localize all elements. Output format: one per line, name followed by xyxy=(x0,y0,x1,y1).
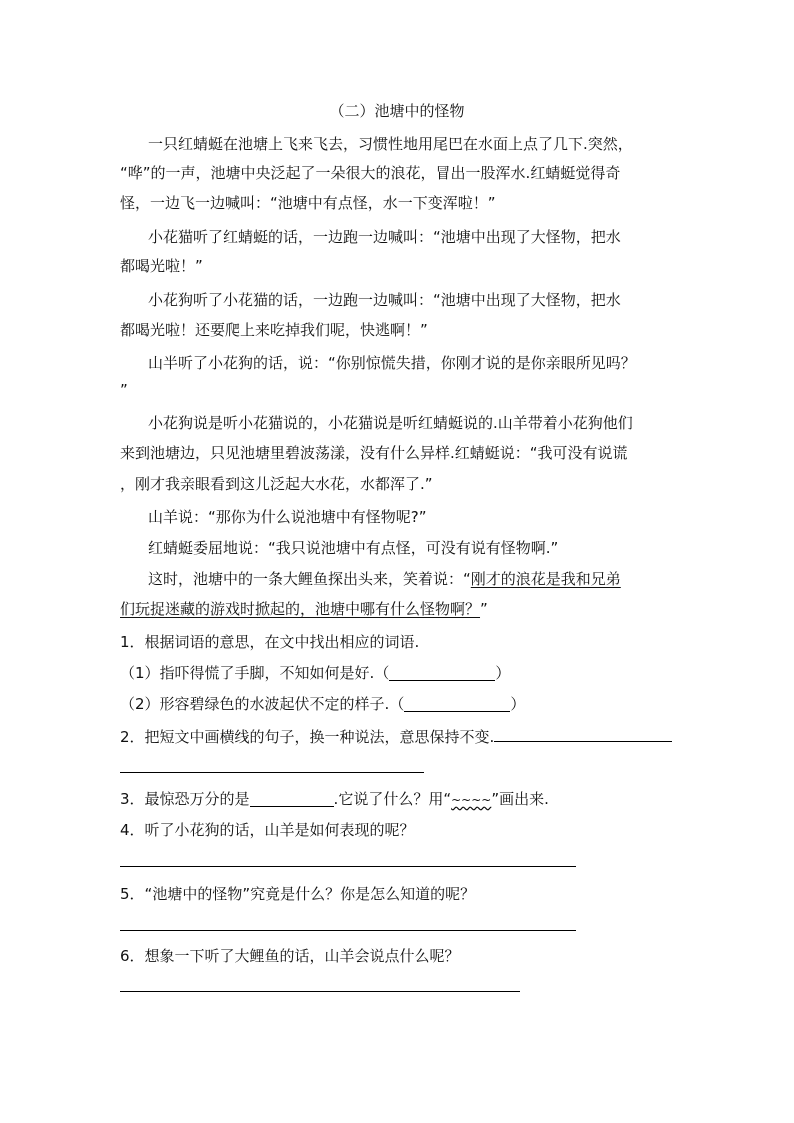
question-1-2 xyxy=(120,693,680,715)
passage-line xyxy=(120,598,680,620)
question-4: 4．听了小花狗的话，山羊是如何表现的呢？ xyxy=(120,821,415,839)
question-6: 6．想象一下听了大鲤鱼的话，山羊会说点什么呢？ xyxy=(120,947,460,965)
question-2: 2．把短文中画横线的句子，换一种说法，意思保持不变. xyxy=(120,728,495,746)
passage-line xyxy=(148,568,708,590)
passage-line: 怪，一边飞一边喊叫：“池塘中有点怪，水一下变浑啦！” xyxy=(120,194,496,212)
passage-text: 这时，池塘中的一条大鲤鱼探出头来，笑着说：“ xyxy=(148,570,471,588)
answer-line[interactable] xyxy=(120,930,576,931)
passage-line: 都喝光啦！” xyxy=(120,257,203,275)
answer-line[interactable] xyxy=(120,991,520,992)
question-3 xyxy=(120,788,680,811)
passage-line: 山羊说：“那你为什么说池塘中有怪物呢?” xyxy=(148,508,427,526)
question-text: ） xyxy=(495,664,511,682)
answer-blank[interactable] xyxy=(389,664,495,681)
passage-line: 一只红蜻蜓在池塘上飞来飞去，习惯性地用尾巴在水面上点了几下.突然， xyxy=(148,135,633,153)
question-text: ”画出来. xyxy=(491,790,549,808)
passage-line: 小花狗说是听小花猫说的，小花猫说是听红蜻蜓说的.山羊带着小花狗他们 xyxy=(148,414,633,432)
answer-line[interactable] xyxy=(494,741,672,742)
passage-line: “哗”的一声，池塘中央泛起了一朵很大的浪花，冒出一股浑水.红蜻蜓觉得奇 xyxy=(120,164,621,182)
answer-line[interactable] xyxy=(120,772,424,773)
underlined-sentence: 们玩捉迷藏的游戏时掀起的，池塘中哪有什么怪物啊？ xyxy=(120,600,481,618)
passage-line: ，刚才我亲眼看到这儿泛起大水花，水都浑了.” xyxy=(120,475,433,493)
passage-line: 山半听了小花狗的话，说：“你别惊慌失措，你刚才说的是你亲眼所见吗？ xyxy=(148,354,636,372)
question-text: ） xyxy=(510,695,526,713)
question-text: （1）指吓得慌了手脚，不知如何是好.（ xyxy=(120,664,390,682)
passage-line: 小花狗听了小花猫的话，一边跑一边喊叫：“池塘中出现了大怪物，把水 xyxy=(148,291,621,309)
underlined-sentence: 刚才的浪花是我和兄弟 xyxy=(470,570,621,588)
passage-line: 来到池塘边，只见池塘里碧波荡漾，没有什么异样.红蜻蜓说：“我可没有说谎 xyxy=(120,444,628,462)
passage-line: ” xyxy=(120,381,128,399)
question-text: 3．最惊恐万分的是 xyxy=(120,790,250,808)
question-text: （2）形容碧绿色的水波起伏不定的样子.（ xyxy=(120,695,405,713)
passage-line: 红蜻蜓委屈地说：“我只说池塘中有点怪，可没有说有怪物啊.” xyxy=(148,539,559,557)
question-text: .它说了什么？用“ xyxy=(333,790,452,808)
passage-title: （二）池塘中的怪物 xyxy=(329,102,465,120)
passage-line: 小花猫听了红蜻蜓的话，一边跑一边喊叫：“池塘中出现了大怪物，把水 xyxy=(148,228,621,246)
wavy-line-symbol: ~~~~ xyxy=(451,793,492,807)
passage-line: 都喝光啦！还要爬上来吃掉我们呢，快逃啊！” xyxy=(120,321,428,339)
answer-line[interactable] xyxy=(120,866,576,867)
question-5: 5．“池塘中的怪物”究竟是什么？你是怎么知道的呢？ xyxy=(120,885,476,903)
question-1-1 xyxy=(120,662,680,684)
question-1: 1．根据词语的意思，在文中找出相应的词语. xyxy=(120,633,420,651)
answer-blank[interactable] xyxy=(404,695,510,712)
passage-text: ” xyxy=(480,600,488,618)
answer-blank[interactable] xyxy=(250,790,334,807)
